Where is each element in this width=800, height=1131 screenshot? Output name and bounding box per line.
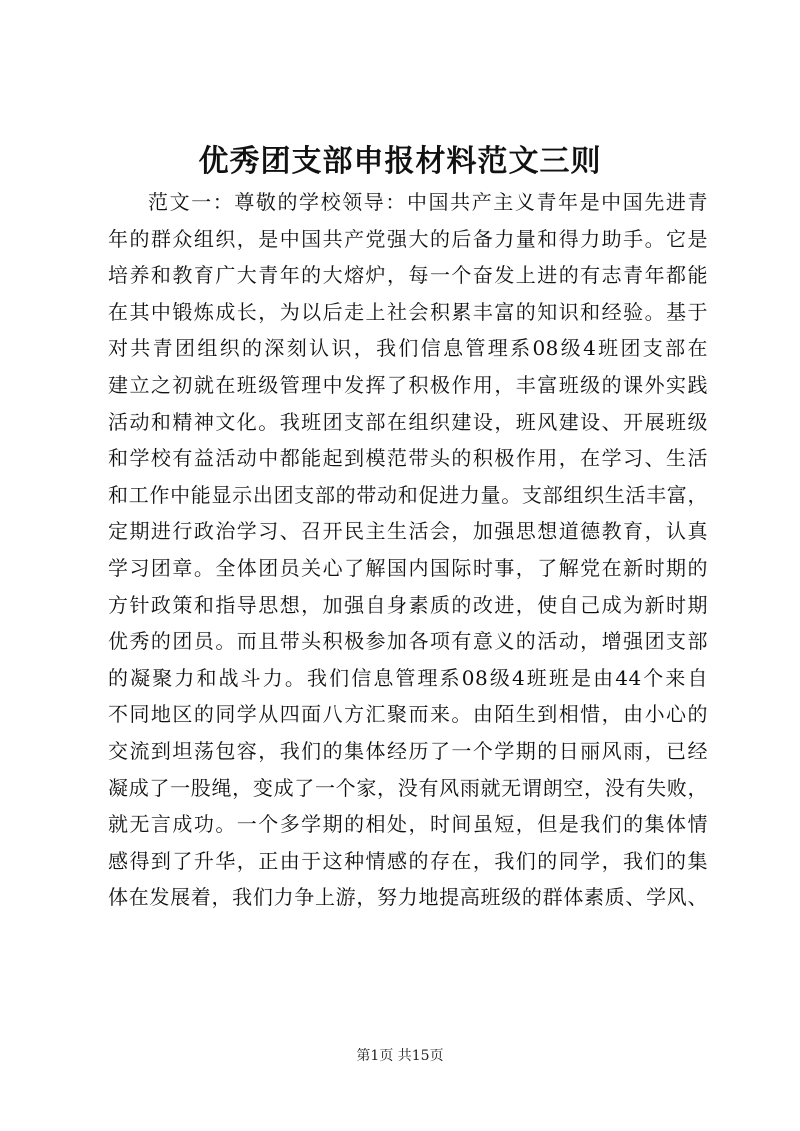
page-number-footer: 第1页 共15页 — [356, 1048, 444, 1064]
body-line: 不同地区的同学从四面八方汇聚而来。由陌生到相惜，由小心的 — [108, 702, 708, 727]
body-line: 年的群众组织，是中国共产党强大的后备力量和得力助手。它是 — [108, 226, 708, 251]
body-line: 范文一：尊敬的学校领导：中国共产主义青年是中国先进青 — [148, 190, 708, 214]
body-line: 优秀的团员。而且带头积极参加各项有意义的活动，增强团支部 — [108, 629, 708, 654]
body-line: 对共青团组织的深刻认识，我们信息管理系08级4班团支部在 — [108, 336, 708, 361]
body-line: 和工作中能显示出团支部的带动和促进力量。支部组织生活丰富， — [108, 482, 708, 507]
body-line: 的凝聚力和战斗力。我们信息管理系08级4班班是由44个来自 — [108, 665, 708, 690]
body-line: 学习团章。全体团员关心了解国内国际时事，了解党在新时期的 — [108, 555, 708, 580]
body-line: 培养和教育广大青年的大熔炉，每一个奋发上进的有志青年都能 — [108, 263, 708, 288]
body-line: 和学校有益活动中都能起到模范带头的积极作用，在学习、生活 — [108, 446, 708, 471]
body-line: 体在发展着，我们力争上游，努力地提高班级的群体素质、学风、 — [108, 885, 708, 910]
document-body — [108, 184, 708, 916]
body-line: 凝成了一股绳，变成了一个家，没有风雨就无谓朗空，没有失败， — [108, 775, 708, 800]
body-line: 感得到了升华，正由于这种情感的存在，我们的同学，我们的集 — [108, 848, 708, 873]
body-line: 交流到坦荡包容，我们的集体经历了一个学期的日丽风雨，已经 — [108, 738, 708, 763]
body-line: 方针政策和指导思想，加强自身素质的改进，使自己成为新时期 — [108, 592, 708, 617]
body-line: 定期进行政治学习、召开民主生活会，加强思想道德教育，认真 — [108, 519, 708, 544]
body-line: 活动和精神文化。我班团支部在组织建设，班风建设、开展班级 — [108, 409, 708, 434]
document-title: 优秀团支部申报材料范文三则 — [198, 144, 602, 179]
body-line: 在其中锻炼成长，为以后走上社会积累丰富的知识和经验。基于 — [108, 299, 708, 324]
body-line: 建立之初就在班级管理中发挥了积极作用，丰富班级的课外实践 — [108, 372, 708, 397]
body-line: 就无言成功。一个多学期的相处，时间虽短，但是我们的集体情 — [108, 812, 708, 837]
